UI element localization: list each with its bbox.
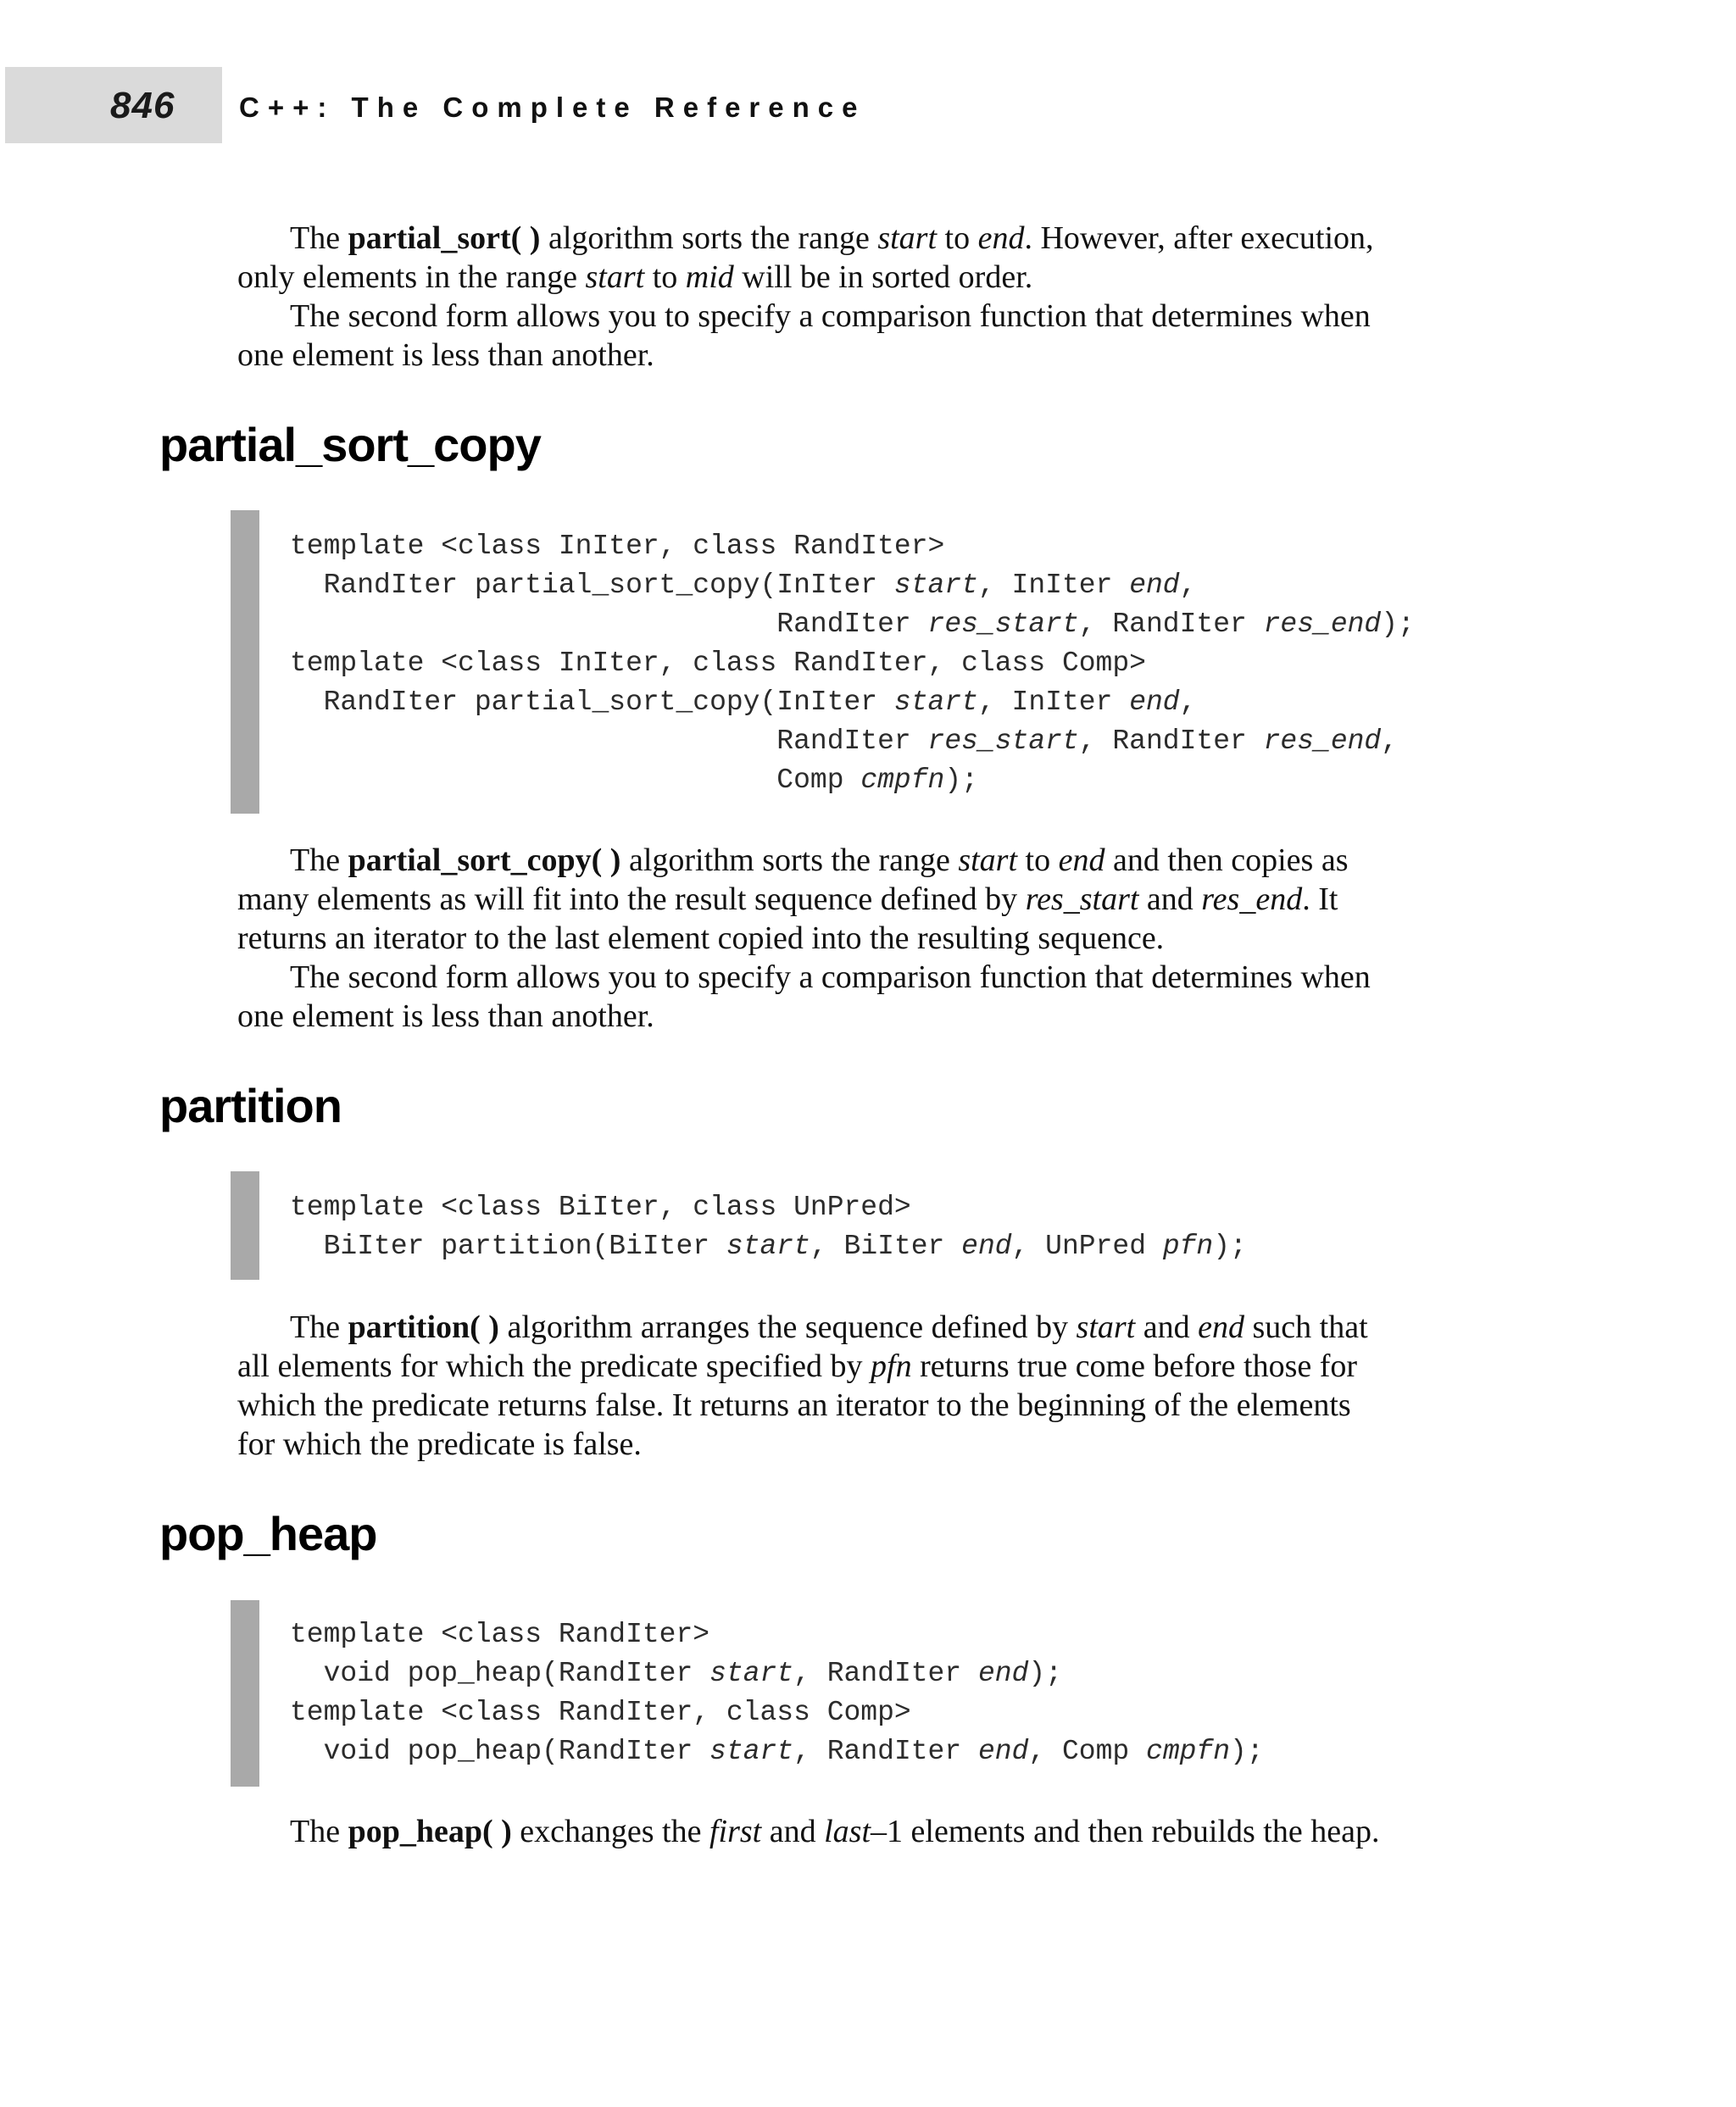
- text-run: to: [937, 220, 978, 256]
- text-run: exchanges the: [511, 1814, 709, 1849]
- text-run: RandIter: [290, 609, 928, 640]
- text-run: and: [1138, 881, 1202, 917]
- parameter-name: res_end: [1263, 725, 1382, 757]
- code-block-partial-sort-copy: [290, 527, 1415, 800]
- text-run: ,: [1179, 570, 1197, 601]
- parameter-name: end: [1129, 687, 1180, 718]
- text-run: to: [1017, 842, 1059, 878]
- parameter-name: res_start: [1025, 881, 1139, 917]
- text-run: , RandIter: [793, 1736, 978, 1767]
- parameter-name: pfn: [1162, 1231, 1214, 1262]
- text-line: [237, 1347, 1492, 1386]
- text-run: , InIter: [977, 570, 1130, 601]
- text-run: );: [944, 764, 978, 796]
- text-run: The: [290, 1309, 348, 1345]
- parameter-name: start: [709, 1658, 794, 1689]
- parameter-name: cmpfn: [1146, 1736, 1231, 1767]
- parameter-name: start: [893, 687, 978, 718]
- text-line: [237, 1812, 1492, 1851]
- code-block-pop-heap: [290, 1615, 1264, 1771]
- function-name: partition( ): [348, 1309, 499, 1345]
- text-line: [237, 258, 1492, 297]
- parameter-name: last: [824, 1814, 871, 1849]
- text-run: , RandIter: [1078, 725, 1264, 757]
- intro-paragraph: [237, 219, 1492, 375]
- text-run: all elements for which the predicate specified by: [237, 1348, 871, 1384]
- text-run: The: [290, 842, 348, 878]
- code-block-partition: [290, 1188, 1247, 1266]
- text-run: RandIter partial_sort_copy(InIter: [290, 570, 894, 601]
- text-run: The second form allows you to specify a comparison function that determines when: [290, 959, 1371, 995]
- text-line: [290, 1615, 1264, 1654]
- code-block-bar: [231, 510, 259, 814]
- text-run: template <class BiIter, class UnPred>: [290, 1192, 911, 1223]
- parameter-name: res_start: [927, 609, 1079, 640]
- parameter-name: end: [1058, 842, 1105, 878]
- text-line: [290, 683, 1415, 722]
- text-run: );: [1381, 609, 1415, 640]
- parameter-name: mid: [685, 259, 734, 295]
- text-line: [290, 722, 1415, 761]
- text-run: Comp: [290, 764, 861, 796]
- parameter-name: end: [1129, 570, 1180, 601]
- text-run: many elements as will fit into the result sequence defined by: [237, 881, 1026, 917]
- section-heading-pop-heap: pop_heap: [159, 1507, 377, 1560]
- parameter-name: start: [1076, 1309, 1136, 1345]
- text-line: [237, 880, 1492, 919]
- parameter-name: start: [726, 1231, 810, 1262]
- text-run: algorithm sorts the range: [620, 842, 959, 878]
- text-line: [290, 644, 1415, 683]
- text-line: [290, 1732, 1264, 1771]
- text-run: The second form allows you to specify a comparison function that determines when: [290, 298, 1371, 334]
- parameter-name: res_end: [1263, 609, 1382, 640]
- parameter-name: start: [709, 1736, 794, 1767]
- text-line: [237, 1386, 1492, 1425]
- parameter-name: start: [958, 842, 1018, 878]
- text-run: void pop_heap(RandIter: [290, 1658, 710, 1689]
- parameter-name: first: [709, 1814, 762, 1849]
- section-heading-partial-sort-copy: partial_sort_copy: [159, 418, 541, 471]
- text-run: will be in sorted order.: [733, 259, 1033, 295]
- text-run: for which the predicate is false.: [237, 1426, 642, 1462]
- text-run: one element is less than another.: [237, 998, 654, 1034]
- function-name: pop_heap( ): [348, 1814, 512, 1849]
- text-run: The: [290, 1814, 348, 1849]
- parameter-name: start: [877, 220, 938, 256]
- text-line: [237, 219, 1492, 258]
- parameter-name: res_start: [927, 725, 1079, 757]
- section-heading-partition: partition: [159, 1079, 342, 1132]
- text-line: [237, 919, 1492, 958]
- text-run: returns true come before those for: [911, 1348, 1358, 1384]
- text-run: . It: [1302, 881, 1338, 917]
- text-line: [237, 1308, 1492, 1347]
- text-line: [290, 1654, 1264, 1693]
- description-partition: [237, 1308, 1492, 1464]
- description-pop-heap: [237, 1812, 1492, 1851]
- text-line: [290, 566, 1415, 605]
- text-line: [290, 761, 1415, 800]
- running-head: C++: The Complete Reference: [239, 92, 866, 123]
- text-line: [237, 297, 1492, 336]
- function-name: partial_sort_copy( ): [348, 842, 621, 878]
- text-run: and then copies as: [1104, 842, 1349, 878]
- description-partial-sort-copy: [237, 841, 1492, 1036]
- text-run: to: [644, 259, 686, 295]
- text-line: [290, 1227, 1247, 1266]
- parameter-name: end: [977, 220, 1025, 256]
- text-run: , BiIter: [810, 1231, 962, 1262]
- text-line: [237, 997, 1492, 1036]
- text-line: [290, 1693, 1264, 1732]
- parameter-name: end: [1198, 1309, 1244, 1345]
- text-run: void pop_heap(RandIter: [290, 1736, 710, 1767]
- text-run: only elements in the range: [237, 259, 586, 295]
- text-run: . However, after execution,: [1024, 220, 1374, 256]
- text-line: [237, 1425, 1492, 1464]
- text-run: ,: [1179, 687, 1197, 718]
- code-block-bar: [231, 1171, 259, 1280]
- text-run: algorithm sorts the range: [540, 220, 878, 256]
- text-run: algorithm arranges the sequence defined by: [498, 1309, 1077, 1345]
- text-run: one element is less than another.: [237, 337, 654, 373]
- text-run: template <class InIter, class RandIter>: [290, 531, 945, 562]
- text-run: ,: [1381, 725, 1399, 757]
- text-run: , UnPred: [1011, 1231, 1163, 1262]
- text-run: , RandIter: [793, 1658, 978, 1689]
- text-run: template <class RandIter>: [290, 1619, 710, 1650]
- text-run: template <class InIter, class RandIter, class Comp>: [290, 648, 1146, 679]
- text-run: , InIter: [977, 687, 1130, 718]
- parameter-name: end: [961, 1231, 1012, 1262]
- parameter-name: res_end: [1201, 881, 1303, 917]
- parameter-name: cmpfn: [860, 764, 945, 796]
- text-line: [237, 841, 1492, 880]
- parameter-name: end: [977, 1736, 1029, 1767]
- parameter-name: start: [893, 570, 978, 601]
- parameter-name: start: [585, 259, 645, 295]
- text-run: and: [1135, 1309, 1199, 1345]
- text-run: The: [290, 220, 348, 256]
- page-number: 846: [110, 85, 175, 126]
- text-line: [237, 336, 1492, 375]
- text-run: and: [761, 1814, 825, 1849]
- text-run: );: [1230, 1736, 1264, 1767]
- function-name: partial_sort( ): [348, 220, 541, 256]
- text-run: RandIter: [290, 725, 928, 757]
- text-run: , Comp: [1028, 1736, 1147, 1767]
- text-line: [290, 1188, 1247, 1227]
- text-line: [290, 527, 1415, 566]
- text-run: template <class RandIter, class Comp>: [290, 1697, 911, 1728]
- text-run: , RandIter: [1078, 609, 1264, 640]
- text-run: returns an iterator to the last element copied into the resulting sequence.: [237, 920, 1165, 956]
- text-line: [237, 958, 1492, 997]
- text-run: );: [1213, 1231, 1247, 1262]
- text-run: such that: [1244, 1309, 1368, 1345]
- text-run: RandIter partial_sort_copy(InIter: [290, 687, 894, 718]
- text-run: which the predicate returns false. It returns an iterator to the beginning of the elements: [237, 1387, 1351, 1423]
- text-line: [290, 605, 1415, 644]
- parameter-name: pfn: [871, 1348, 912, 1384]
- text-run: );: [1028, 1658, 1062, 1689]
- text-run: BiIter partition(BiIter: [290, 1231, 726, 1262]
- code-block-bar: [231, 1600, 259, 1787]
- parameter-name: end: [977, 1658, 1029, 1689]
- text-run: –1 elements and then rebuilds the heap.: [871, 1814, 1380, 1849]
